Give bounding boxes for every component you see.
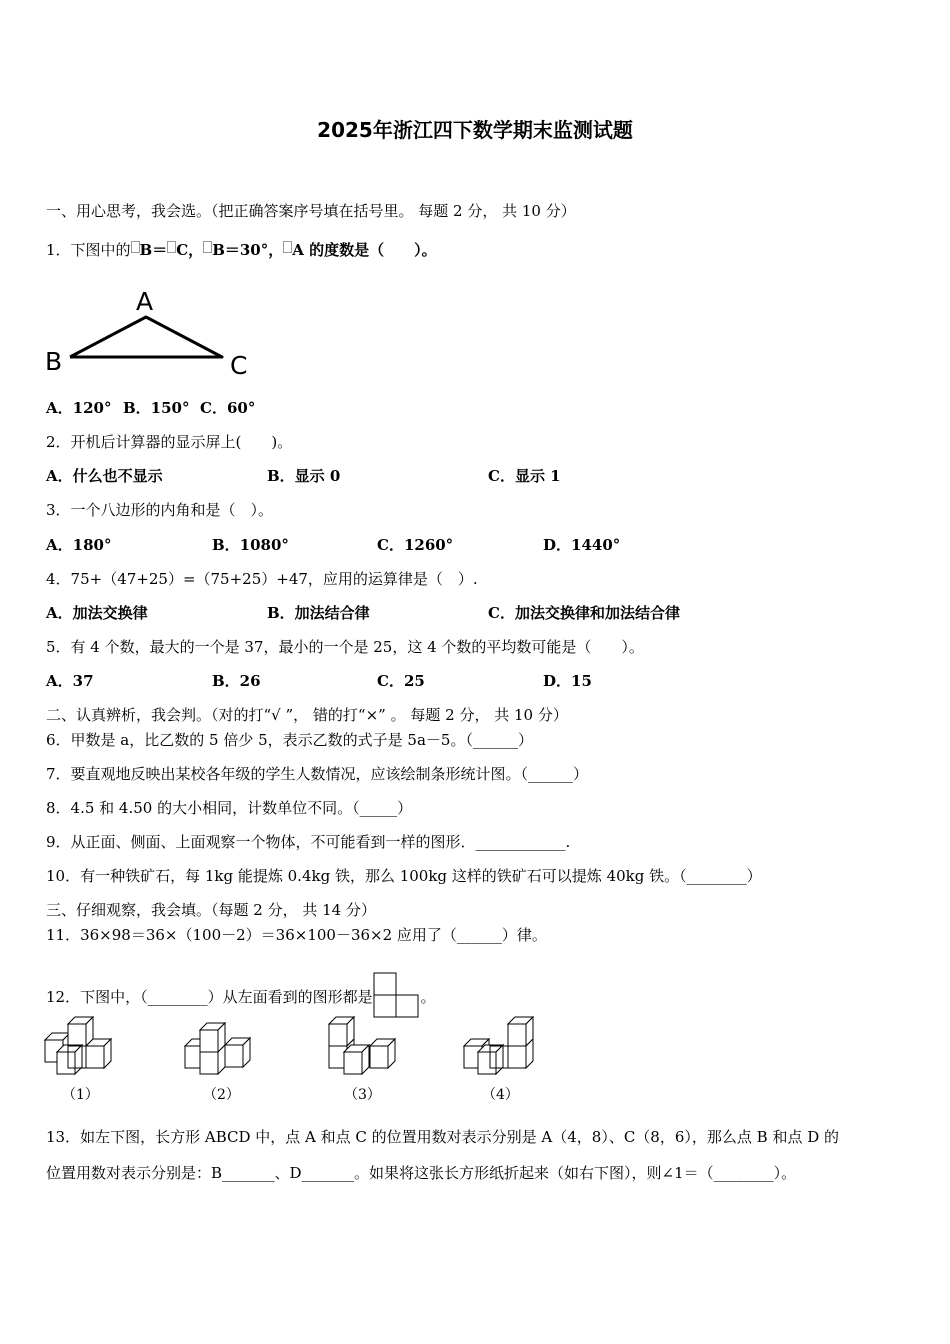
q4-option-b[interactable]: B．加法结合律 xyxy=(267,604,370,622)
vertex-b-label: B xyxy=(45,347,63,376)
q1-option-a[interactable]: A．120° xyxy=(46,399,112,417)
q3-option-d[interactable]: D．1440° xyxy=(543,536,621,554)
q5-option-c[interactable]: C．25 xyxy=(377,672,425,690)
q5-option-a[interactable]: A．37 xyxy=(46,672,94,690)
q12-text: 12．下图中，（________）从左面看到的图形都是 xyxy=(46,988,373,1006)
q1-part-b: C， xyxy=(176,241,204,259)
q1-part-c: B＝30°， xyxy=(212,241,284,259)
question-4: 4．75+（47+25）=（75+25）+47，应用的运算律是（ ）. xyxy=(46,570,478,588)
cube-figure-3 xyxy=(322,1012,412,1076)
cube-figure-2 xyxy=(180,1012,270,1076)
q1-option-b[interactable]: B．150° xyxy=(123,399,190,417)
section-3-heading: 三、仔细观察，我会填。（每题 2 分， 共 14 分） xyxy=(46,901,376,919)
missing-glyph-icon xyxy=(283,241,292,253)
q1-option-c[interactable]: C．60° xyxy=(200,399,256,417)
question-5: 5．有 4 个数，最大的一个是 37，最小的一个是 25，这 4 个数的平均数可能是（ ）。 xyxy=(46,638,644,656)
question-11: 11．36×98＝36×（100－2）＝36×100－36×2 应用了（______）律。 xyxy=(46,926,547,944)
question-8: 8．4.5 和 4.50 的大小相同，计数单位不同。（_____） xyxy=(46,799,413,817)
figure-2-caption: （2） xyxy=(203,1087,240,1103)
q1-part-d: A 的度数是（ ）。 xyxy=(292,241,437,259)
question-1 xyxy=(46,240,437,260)
question-2: 2．开机后计算器的显示屏上( )。 xyxy=(46,433,293,451)
figure-1-caption: （1） xyxy=(62,1087,99,1103)
q12-end: 。 xyxy=(420,988,436,1006)
question-6: 6．甲数是 a，比乙数的 5 倍少 5，表示乙数的式子是 5a－5。（______） xyxy=(46,731,533,749)
vertex-a-label: A xyxy=(136,287,154,316)
question-7: 7．要直观地反映出某校各年级的学生人数情况，应该绘制条形统计图。（______） xyxy=(46,765,589,783)
missing-glyph-icon xyxy=(203,241,212,253)
q1-prefix: 1．下图中的 xyxy=(46,241,131,259)
question-3: 3．一个八边形的内角和是（ ）。 xyxy=(46,501,274,519)
question-10: 10．有一种铁矿石，每 1kg 能提炼 0.4kg 铁，那么 100kg 这样的铁矿石可以提炼 40kg 铁。（________） xyxy=(46,867,762,885)
question-13-line-1: 13．如左下图，长方形 ABCD 中，点 A 和点 C 的位置用数对表示分别是 A（4，8）、C（8，6），那么点 B 和点 D 的 xyxy=(46,1128,840,1146)
q1-part-a: B＝ xyxy=(139,241,168,259)
missing-glyph-icon xyxy=(131,241,140,253)
q2-option-b[interactable]: B．显示 0 xyxy=(267,467,341,485)
missing-glyph-icon xyxy=(167,241,176,253)
section-1-heading: 一、用心思考，我会选。（把正确答案序号填在括号里。 每题 2 分， 共 10 分） xyxy=(46,202,576,220)
q3-option-b[interactable]: B．1080° xyxy=(212,536,289,554)
q5-option-b[interactable]: B．26 xyxy=(212,672,261,690)
section-2-heading: 二、认真辨析，我会判。（对的打“√ ”， 错的打“×” 。 每题 2 分， 共 10 分） xyxy=(46,706,568,724)
triangle-shape xyxy=(70,317,222,357)
question-13-line-2: 位置用数对表示分别是：B_______、D_______。如果将这张长方形纸折起来（如右下图），则∠1＝（________）。 xyxy=(46,1164,797,1182)
page-title: 2025年浙江四下数学期末监测试题 xyxy=(317,118,633,142)
cube-figure-4 xyxy=(460,1012,550,1076)
vertex-c-label: C xyxy=(230,351,248,380)
q4-option-a[interactable]: A．加法交换律 xyxy=(46,604,148,622)
q2-option-a[interactable]: A．什么也不显示 xyxy=(46,467,163,485)
q4-option-c[interactable]: C．加法交换律和加法结合律 xyxy=(488,604,680,622)
figure-3-caption: （3） xyxy=(344,1087,381,1103)
q5-option-d[interactable]: D．15 xyxy=(543,672,592,690)
triangle-figure xyxy=(40,284,260,380)
figure-4-caption: （4） xyxy=(482,1087,519,1103)
question-9: 9．从正面、侧面、上面观察一个物体，不可能看到一样的图形．____________. xyxy=(46,833,571,851)
q3-option-a[interactable]: A．180° xyxy=(46,536,112,554)
q3-option-c[interactable]: C．1260° xyxy=(377,536,454,554)
q2-option-c[interactable]: C．显示 1 xyxy=(488,467,561,485)
cube-figure-1 xyxy=(40,1012,130,1076)
